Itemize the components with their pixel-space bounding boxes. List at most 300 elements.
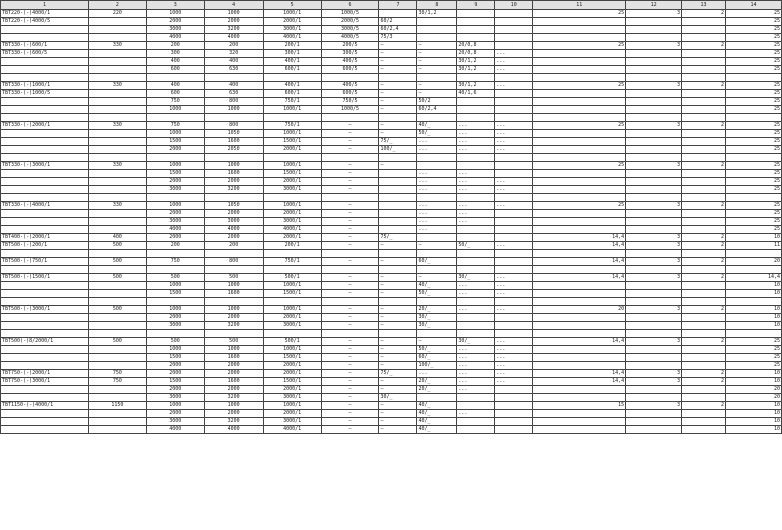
type-cell: [1, 226, 89, 234]
value-cell: 1000: [146, 10, 204, 18]
value-cell: 500: [88, 258, 146, 266]
value-cell: —: [379, 418, 417, 426]
value-cell: [626, 418, 682, 426]
value-cell: —: [417, 338, 457, 346]
type-cell: [1, 426, 89, 434]
value-cell: 50/_: [417, 290, 457, 298]
value-cell: 2: [682, 378, 726, 386]
value-cell: 750/1: [263, 98, 321, 106]
value-cell: [263, 298, 321, 306]
value-cell: 20/_: [417, 306, 457, 314]
value-cell: [146, 114, 204, 122]
value-cell: [495, 34, 533, 42]
value-cell: 600: [146, 90, 204, 98]
value-cell: [379, 226, 417, 234]
value-cell: [533, 354, 626, 362]
table-row: [1, 418, 782, 426]
value-cell: ...: [457, 178, 495, 186]
value-cell: —: [379, 50, 417, 58]
value-cell: 800: [204, 122, 263, 130]
value-cell: [457, 330, 495, 338]
table-row: [1, 210, 782, 218]
value-cell: 20: [533, 306, 626, 314]
value-cell: 400: [88, 234, 146, 242]
value-cell: ...: [495, 82, 533, 90]
table-row: [1, 370, 782, 378]
value-cell: 3200: [204, 394, 263, 402]
value-cell: [457, 322, 495, 330]
value-cell: [682, 426, 726, 434]
value-cell: 1600: [204, 138, 263, 146]
value-cell: [626, 74, 682, 82]
value-cell: 10: [725, 314, 781, 322]
value-cell: 500/1: [263, 338, 321, 346]
value-cell: 400/5: [321, 82, 379, 90]
value-cell: [321, 298, 379, 306]
value-cell: [495, 106, 533, 114]
value-cell: 10: [725, 306, 781, 314]
value-cell: [682, 194, 726, 202]
value-cell: 30/_: [457, 274, 495, 282]
table-row: [1, 258, 782, 266]
value-cell: ...: [417, 218, 457, 226]
table-row: [1, 394, 782, 402]
value-cell: 2000/1: [263, 146, 321, 154]
table-row: [1, 42, 782, 50]
value-cell: 14,4: [533, 258, 626, 266]
header-cell: 4: [204, 1, 263, 10]
value-cell: [495, 226, 533, 234]
value-cell: 3: [626, 274, 682, 282]
value-cell: [533, 130, 626, 138]
value-cell: [88, 314, 146, 322]
value-cell: [495, 26, 533, 34]
value-cell: 2000: [204, 178, 263, 186]
value-cell: [682, 26, 726, 34]
value-cell: [146, 250, 204, 258]
value-cell: ...: [495, 178, 533, 186]
value-cell: 320: [204, 50, 263, 58]
value-cell: 20: [725, 258, 781, 266]
value-cell: [626, 426, 682, 434]
value-cell: 400/1: [263, 82, 321, 90]
table-row: [1, 274, 782, 282]
value-cell: 25: [725, 338, 781, 346]
value-cell: [457, 258, 495, 266]
value-cell: 25: [725, 170, 781, 178]
value-cell: 500: [88, 242, 146, 250]
value-cell: [88, 362, 146, 370]
value-cell: [146, 74, 204, 82]
value-cell: 1000: [204, 306, 263, 314]
table-row: [1, 130, 782, 138]
table-row: [1, 82, 782, 90]
value-cell: [88, 26, 146, 34]
value-cell: [457, 18, 495, 26]
value-cell: 400: [146, 82, 204, 90]
value-cell: 4000: [204, 34, 263, 42]
value-cell: [725, 74, 781, 82]
value-cell: [626, 146, 682, 154]
value-cell: [626, 362, 682, 370]
value-cell: [495, 402, 533, 410]
value-cell: 2000: [146, 146, 204, 154]
value-cell: [682, 250, 726, 258]
value-cell: 1500/1: [263, 290, 321, 298]
value-cell: 25: [533, 42, 626, 50]
value-cell: 3000/1: [263, 394, 321, 402]
value-cell: [533, 154, 626, 162]
value-cell: [457, 26, 495, 34]
value-cell: [533, 418, 626, 426]
value-cell: 10: [725, 410, 781, 418]
type-cell: TBT500-(-)1500/1: [1, 274, 89, 282]
value-cell: 14,4: [533, 338, 626, 346]
type-cell: [1, 114, 89, 122]
value-cell: ...: [495, 282, 533, 290]
value-cell: 750/1: [263, 122, 321, 130]
value-cell: [88, 394, 146, 402]
value-cell: [88, 18, 146, 26]
value-cell: 600/5: [321, 66, 379, 74]
value-cell: 200/1: [263, 242, 321, 250]
value-cell: [495, 322, 533, 330]
type-cell: [1, 290, 89, 298]
value-cell: [88, 170, 146, 178]
value-cell: [495, 170, 533, 178]
value-cell: ...: [457, 146, 495, 154]
type-cell: [1, 98, 89, 106]
value-cell: [626, 210, 682, 218]
value-cell: [725, 114, 781, 122]
value-cell: [533, 66, 626, 74]
value-cell: [533, 386, 626, 394]
value-cell: [725, 250, 781, 258]
value-cell: [495, 42, 533, 50]
value-cell: [626, 250, 682, 258]
value-cell: 750: [88, 378, 146, 386]
value-cell: [263, 266, 321, 274]
value-cell: [626, 410, 682, 418]
value-cell: [88, 138, 146, 146]
value-cell: ...: [417, 178, 457, 186]
value-cell: 1000: [146, 106, 204, 114]
value-cell: 750: [146, 122, 204, 130]
value-cell: [379, 170, 417, 178]
value-cell: [725, 330, 781, 338]
value-cell: [682, 346, 726, 354]
type-cell: [1, 330, 89, 338]
value-cell: [379, 178, 417, 186]
value-cell: 1000: [204, 282, 263, 290]
value-cell: [533, 346, 626, 354]
value-cell: [417, 250, 457, 258]
table-row: [1, 338, 782, 346]
value-cell: ...: [457, 306, 495, 314]
value-cell: 4000: [204, 426, 263, 434]
value-cell: [88, 250, 146, 258]
value-cell: 400: [204, 82, 263, 90]
value-cell: [263, 114, 321, 122]
value-cell: 25: [725, 106, 781, 114]
value-cell: [495, 330, 533, 338]
value-cell: —: [321, 274, 379, 282]
value-cell: 25: [725, 82, 781, 90]
value-cell: 1150: [88, 402, 146, 410]
value-cell: 2000: [146, 234, 204, 242]
value-cell: 3000: [146, 394, 204, 402]
value-cell: 40/_: [417, 402, 457, 410]
value-cell: 1000/1: [263, 346, 321, 354]
table-row: [1, 186, 782, 194]
value-cell: 3200: [204, 322, 263, 330]
value-cell: ...: [417, 146, 457, 154]
value-cell: —: [321, 210, 379, 218]
value-cell: [88, 386, 146, 394]
value-cell: [533, 290, 626, 298]
value-cell: [379, 10, 417, 18]
value-cell: 2000/1: [263, 362, 321, 370]
value-cell: 25: [533, 122, 626, 130]
value-cell: 10: [725, 402, 781, 410]
value-cell: 750/5: [321, 98, 379, 106]
value-cell: [379, 250, 417, 258]
value-cell: [88, 58, 146, 66]
value-cell: —: [321, 426, 379, 434]
value-cell: —: [379, 290, 417, 298]
type-cell: [1, 386, 89, 394]
value-cell: [88, 194, 146, 202]
value-cell: [417, 266, 457, 274]
value-cell: 1500/1: [263, 138, 321, 146]
value-cell: 1500: [146, 378, 204, 386]
value-cell: 50/_: [417, 346, 457, 354]
value-cell: [379, 210, 417, 218]
value-cell: [682, 98, 726, 106]
value-cell: [457, 106, 495, 114]
value-cell: [495, 154, 533, 162]
value-cell: 2000: [204, 370, 263, 378]
value-cell: [457, 34, 495, 42]
value-cell: 25: [725, 98, 781, 106]
value-cell: 30/_: [417, 322, 457, 330]
value-cell: 1500: [146, 170, 204, 178]
value-cell: 330: [88, 122, 146, 130]
value-cell: ...: [457, 202, 495, 210]
value-cell: [533, 58, 626, 66]
value-cell: [495, 114, 533, 122]
value-cell: 4000: [204, 226, 263, 234]
value-cell: 60/_: [417, 258, 457, 266]
value-cell: 10: [725, 322, 781, 330]
value-cell: [626, 130, 682, 138]
value-cell: 330: [88, 82, 146, 90]
type-cell: [1, 106, 89, 114]
value-cell: 2000: [146, 18, 204, 26]
value-cell: [533, 250, 626, 258]
table-row: [1, 138, 782, 146]
value-cell: 11: [725, 242, 781, 250]
value-cell: ...: [495, 378, 533, 386]
value-cell: 1050: [204, 202, 263, 210]
header-cell: 5: [263, 1, 321, 10]
value-cell: [417, 234, 457, 242]
value-cell: 25: [725, 210, 781, 218]
value-cell: 1000: [204, 162, 263, 170]
value-cell: —: [379, 130, 417, 138]
table-row: [1, 314, 782, 322]
value-cell: 630: [204, 90, 263, 98]
value-cell: 3000: [146, 322, 204, 330]
value-cell: 20: [725, 386, 781, 394]
value-cell: 60/2,4: [379, 26, 417, 34]
value-cell: 25: [725, 354, 781, 362]
value-cell: —: [321, 418, 379, 426]
value-cell: —: [321, 130, 379, 138]
type-cell: TBT750-(-)2000/1: [1, 370, 89, 378]
value-cell: [682, 290, 726, 298]
value-cell: ...: [457, 130, 495, 138]
value-cell: —: [321, 402, 379, 410]
value-cell: [417, 194, 457, 202]
value-cell: 330: [88, 202, 146, 210]
value-cell: [533, 26, 626, 34]
value-cell: 1000/1: [263, 10, 321, 18]
value-cell: 10: [725, 282, 781, 290]
value-cell: ...: [417, 138, 457, 146]
value-cell: 400/5: [321, 58, 379, 66]
value-cell: ...: [457, 282, 495, 290]
value-cell: [682, 218, 726, 226]
value-cell: [626, 106, 682, 114]
value-cell: —: [321, 146, 379, 154]
table-row: [1, 250, 782, 258]
value-cell: [495, 250, 533, 258]
value-cell: 500: [88, 338, 146, 346]
value-cell: [457, 394, 495, 402]
value-cell: [682, 386, 726, 394]
value-cell: 25: [725, 34, 781, 42]
value-cell: [626, 322, 682, 330]
value-cell: [379, 194, 417, 202]
type-cell: [1, 170, 89, 178]
type-cell: [1, 362, 89, 370]
value-cell: —: [321, 138, 379, 146]
value-cell: [725, 194, 781, 202]
value-cell: [682, 34, 726, 42]
value-cell: 1600: [204, 290, 263, 298]
value-cell: 40/_: [417, 122, 457, 130]
value-cell: 1000: [146, 346, 204, 354]
value-cell: 2: [682, 122, 726, 130]
value-cell: 3: [626, 122, 682, 130]
value-cell: [146, 266, 204, 274]
type-cell: [1, 218, 89, 226]
value-cell: —: [321, 338, 379, 346]
value-cell: 1000/1: [263, 306, 321, 314]
value-cell: [626, 98, 682, 106]
value-cell: [682, 138, 726, 146]
value-cell: 60/_: [417, 354, 457, 362]
value-cell: 4000/1: [263, 226, 321, 234]
value-cell: [682, 226, 726, 234]
value-cell: —: [379, 314, 417, 322]
value-cell: [682, 362, 726, 370]
value-cell: [626, 394, 682, 402]
table-row: [1, 34, 782, 42]
table-row: [1, 66, 782, 74]
value-cell: 800: [204, 258, 263, 266]
type-cell: [1, 58, 89, 66]
value-cell: —: [321, 178, 379, 186]
value-cell: —: [379, 90, 417, 98]
value-cell: [88, 98, 146, 106]
value-cell: 2: [682, 202, 726, 210]
value-cell: [533, 426, 626, 434]
value-cell: 75/_: [379, 138, 417, 146]
value-cell: [495, 194, 533, 202]
value-cell: —: [379, 98, 417, 106]
value-cell: 25: [725, 146, 781, 154]
value-cell: 1600: [204, 378, 263, 386]
table-row: [1, 218, 782, 226]
value-cell: —: [379, 426, 417, 434]
value-cell: [146, 298, 204, 306]
value-cell: 2: [682, 234, 726, 242]
table-row: [1, 202, 782, 210]
value-cell: 25: [725, 50, 781, 58]
value-cell: 4000/1: [263, 426, 321, 434]
value-cell: [626, 170, 682, 178]
value-cell: [321, 154, 379, 162]
table-row: [1, 282, 782, 290]
value-cell: [417, 330, 457, 338]
value-cell: 600/5: [321, 90, 379, 98]
value-cell: ...: [417, 186, 457, 194]
value-cell: 1000/1: [263, 402, 321, 410]
value-cell: —: [321, 218, 379, 226]
type-cell: TBT330-(-)3000/1: [1, 162, 89, 170]
header-cell: 14: [725, 1, 781, 10]
value-cell: 25: [725, 90, 781, 98]
value-cell: ...: [457, 410, 495, 418]
value-cell: 2: [682, 370, 726, 378]
value-cell: 1000: [146, 282, 204, 290]
value-cell: 3: [626, 306, 682, 314]
value-cell: 3000/1: [263, 218, 321, 226]
table-row: [1, 290, 782, 298]
type-cell: [1, 354, 89, 362]
value-cell: 100/_: [417, 362, 457, 370]
value-cell: [495, 314, 533, 322]
value-cell: [626, 266, 682, 274]
value-cell: [88, 90, 146, 98]
value-cell: [626, 58, 682, 66]
value-cell: 20/_: [417, 386, 457, 394]
value-cell: 75/3: [379, 34, 417, 42]
value-cell: 25: [725, 362, 781, 370]
value-cell: 40/_: [417, 418, 457, 426]
value-cell: ...: [495, 66, 533, 74]
value-cell: 25: [725, 202, 781, 210]
value-cell: [626, 354, 682, 362]
value-cell: [379, 74, 417, 82]
type-cell: TBT1150-(-)4000/1: [1, 402, 89, 410]
value-cell: [626, 290, 682, 298]
value-cell: 600: [146, 66, 204, 74]
value-cell: —: [321, 226, 379, 234]
value-cell: —: [417, 42, 457, 50]
